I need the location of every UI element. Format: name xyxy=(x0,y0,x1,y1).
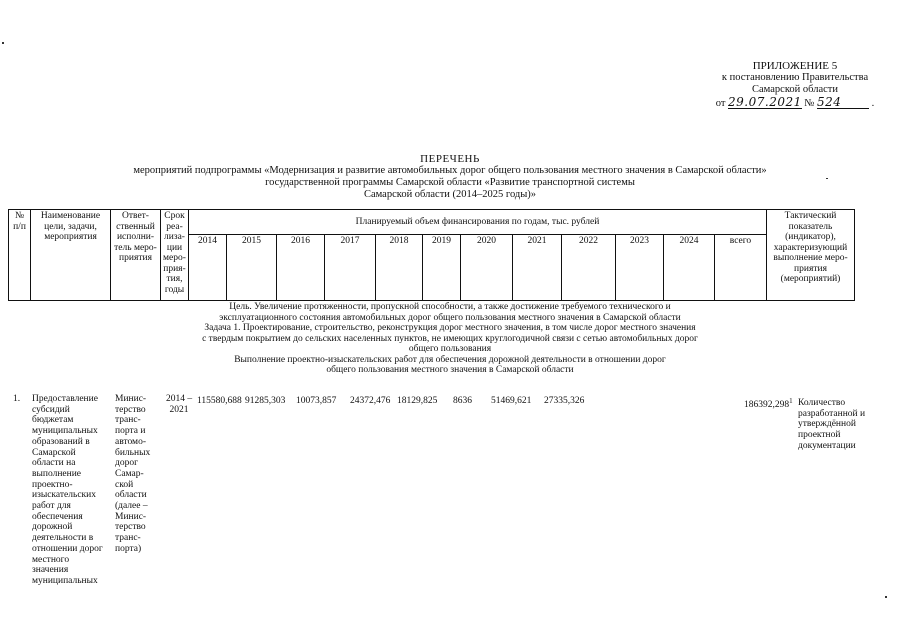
term-line: 2021 xyxy=(169,404,189,415)
row-number: 1. xyxy=(13,394,21,404)
year-header: 2018 xyxy=(376,234,423,300)
year-header-total: всего xyxy=(715,234,767,300)
indicator-line: разработанной и xyxy=(798,408,866,419)
measure-name-line: субсидий xyxy=(32,404,70,415)
document-heading xyxy=(90,153,810,201)
indicator-line: Количество xyxy=(798,398,846,408)
measure-name-line: Самарской xyxy=(32,447,76,458)
task-line-3: общего пользования xyxy=(408,344,492,354)
goal-line-2: эксплуатационного состояния автомобильных дорог общего пользования местного значения в Самарской области xyxy=(219,312,681,323)
value-2017: 24372,476 xyxy=(350,396,391,406)
appendix-date-line xyxy=(700,96,890,110)
year-header: 2014 xyxy=(189,234,227,300)
value-total-number: 186392,298 xyxy=(744,400,790,411)
term-line: 2014 – xyxy=(165,394,193,404)
year-header: 2024 xyxy=(664,234,715,300)
goal-line-1: Цель. Увеличение протяженности, пропускной способности, а также достижение требуемого технического и xyxy=(229,302,671,312)
measure-name-line: области на xyxy=(32,458,76,469)
document-title: ПЕРЕЧЕНЬ xyxy=(420,153,480,165)
appendix-number: 524 xyxy=(817,96,869,109)
year-header: 2022 xyxy=(562,234,616,300)
executor-line: области xyxy=(115,490,147,501)
year-header: 2021 xyxy=(513,234,562,300)
measure-name-line: муниципальных xyxy=(32,426,98,437)
row-measure-name xyxy=(32,394,114,587)
measure-name-line: выполнение xyxy=(32,468,82,479)
measure-name-line: работ для xyxy=(32,501,71,512)
task-line-1: Задача 1. Проектирование, строительство, реконструкция дорог местного значения, в том числе дорог местного значения xyxy=(204,323,696,333)
value-2018: 18129,825 xyxy=(397,396,438,406)
appendix-block xyxy=(700,60,890,110)
executor-line: транс- xyxy=(115,415,141,426)
measure-name-line: проектно- xyxy=(32,479,73,490)
works-line-2: общего пользования местного значения в Самарской области xyxy=(326,365,574,375)
executor-line: терство xyxy=(115,522,146,533)
executor-line: (далее – xyxy=(115,501,148,512)
executor-line: Самар- xyxy=(115,468,144,479)
year-header: 2017 xyxy=(325,234,376,300)
indicator-line: проектной xyxy=(798,430,841,441)
col-header-executor: Ответ-ственный исполни-тель меро-приятия xyxy=(111,210,161,301)
indicator-line: документации xyxy=(798,440,856,451)
year-header: 2019 xyxy=(423,234,461,300)
goal-task-block xyxy=(120,302,780,376)
works-line-1: Выполнение проектно-изыскательских работ для обеспечения дорожной деятельности в отношении дорог xyxy=(234,354,666,365)
executor-line: дорог xyxy=(115,458,138,469)
year-header: 2023 xyxy=(616,234,664,300)
appendix-from: от xyxy=(715,98,726,109)
col-header-name: Наименование цели, задачи, мероприятия xyxy=(31,210,111,301)
heading-line-3: Самарской области (2014–2025 годы)» xyxy=(363,189,537,200)
value-total-footnote: 1 xyxy=(789,397,793,405)
measure-name-line: деятельности в xyxy=(32,533,94,544)
col-header-financing: Планируемый объем финансирования по годам, тыс. рублей xyxy=(189,210,767,235)
executor-line: Минис- xyxy=(115,511,147,522)
row-executor xyxy=(115,394,163,555)
executor-line: бильных xyxy=(115,447,151,458)
executor-line: порта) xyxy=(115,543,142,554)
year-header: 2016 xyxy=(277,234,325,300)
appendix-dot: . xyxy=(871,98,875,109)
executor-line: автомо- xyxy=(115,436,146,447)
executor-line: терство xyxy=(115,404,146,415)
value-2016: 10073,857 xyxy=(296,396,337,406)
col-header-number: № п/п xyxy=(9,210,31,301)
appendix-title: ПРИЛОЖЕНИЕ 5 xyxy=(752,60,838,72)
value-2021: 27335,326 xyxy=(544,396,585,406)
year-header: 2015 xyxy=(227,234,277,300)
measure-name-line: местного xyxy=(32,554,70,565)
heading-line-1: мероприятий подпрограммы «Модернизация и развитие автомобильных дорог общего пользования местного значения в Самарской области» xyxy=(133,165,767,176)
appendix-line-2: Самарской области xyxy=(752,84,838,95)
col-header-indicator: Тактический показатель (индикатор), характеризующий выполнение меро-приятия (мероприятий) xyxy=(767,210,855,301)
measure-name-line: муниципальных xyxy=(32,575,98,586)
value-2015: 91285,303 xyxy=(245,396,286,406)
measure-name-line: бюджетам xyxy=(32,415,74,426)
scan-speck xyxy=(826,178,828,179)
measure-name-line: отношении дорог xyxy=(32,543,103,554)
scan-speck xyxy=(885,596,887,598)
executor-line: Минис- xyxy=(115,394,147,404)
heading-line-2: государственной программы Самарской области «Развитие транспортной системы xyxy=(265,177,635,188)
executor-line: транс- xyxy=(115,533,141,544)
executor-line: ской xyxy=(115,479,134,490)
appendix-number-sign: № xyxy=(804,98,815,109)
value-2014: 115580,688 xyxy=(197,396,242,406)
appendix-line-1: к постановлению Правительства xyxy=(721,72,869,83)
task-line-2: с твердым покрытием до сельских населенных пунктов, не имеющих круглогодичной связи с сетью автомобильных дорог xyxy=(202,333,698,344)
scan-speck xyxy=(2,42,4,44)
measure-name-line: образований в xyxy=(32,436,90,447)
appendix-date: 29.07.2021 xyxy=(728,95,802,109)
measure-name-line: дорожной xyxy=(32,522,73,533)
value-2020: 51469,621 xyxy=(491,396,532,406)
col-header-term: Срок реа-лиза-ции меро-прия-тия, годы xyxy=(161,210,189,301)
value-total xyxy=(744,396,793,411)
row-term xyxy=(162,394,196,415)
measure-name-line: обеспечения xyxy=(32,511,83,522)
measure-name-line: значения xyxy=(32,565,69,576)
indicator-line: утверждённой xyxy=(798,419,856,430)
year-header: 2020 xyxy=(461,234,513,300)
executor-line: порта и xyxy=(115,426,146,437)
measure-name-line: изыскательских xyxy=(32,490,96,501)
value-2019: 8636 xyxy=(453,396,472,406)
measure-name-line: Предоставление xyxy=(32,394,98,404)
row-indicator xyxy=(798,398,893,452)
financing-table-header xyxy=(8,209,855,301)
